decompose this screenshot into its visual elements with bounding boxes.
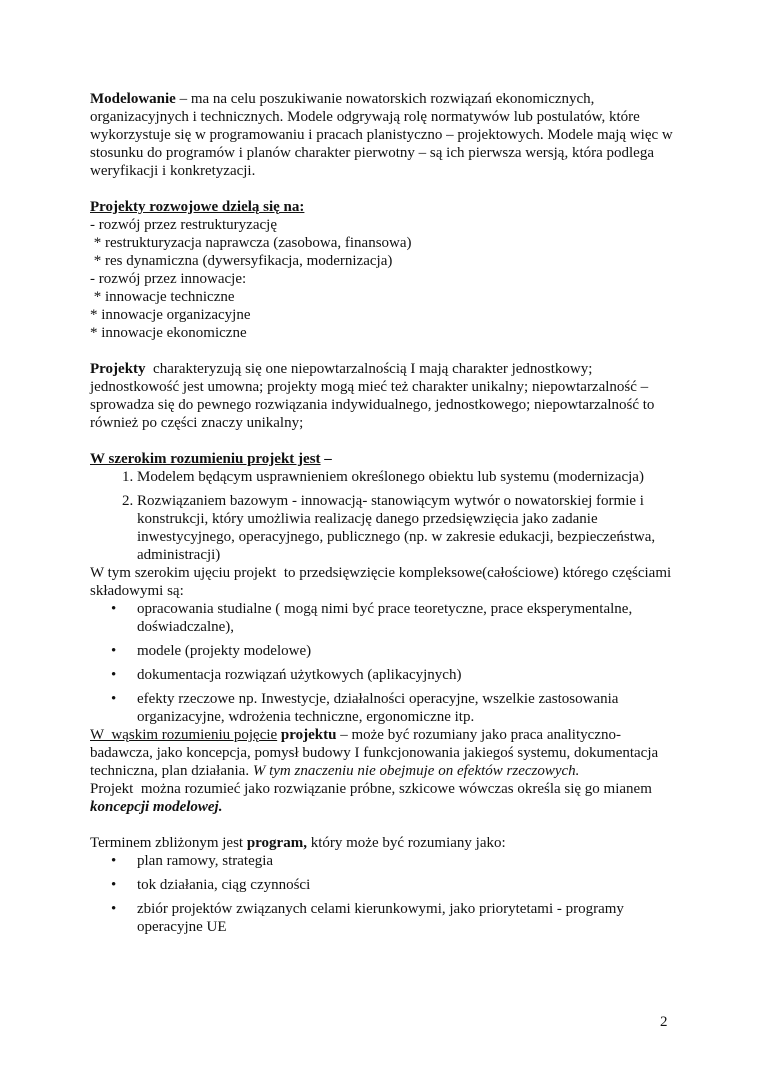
projekty-rozwojowe-heading: Projekty rozwojowe dzielą się na: [90, 199, 305, 215]
koncepcja-paragraph [90, 780, 680, 816]
waskim-lead: W wąskim rozumieniu pojęcie [90, 727, 278, 743]
program-paragraph [90, 834, 680, 852]
projekty-text: charakteryzują się one niepowtarzalnością I mają charakter jednostkowy; jednostkowość jest umowna; projekty mogą mieć też charakter unikalny; niepowtarzalność – sprowadza się do pewnego rozwiązania indywidualnego, jednostkowego; niepowtarzalność to również po części znaczy unikalny; [90, 361, 659, 431]
list-line: * innowacje ekonomiczne [90, 325, 247, 341]
waskim-paragraph [90, 726, 680, 780]
bullet-item: • dokumentacja rozwiązań użytkowych (aplikacyjnych) [137, 666, 680, 684]
list-line: - rozwój przez restrukturyzację [90, 217, 277, 233]
waskim-italic: W tym znaczeniu nie obejmuje on efektów rzeczowych. [252, 763, 580, 779]
program-term: program, [246, 835, 307, 851]
szerokim-intro: W tym szerokim ujęciu projekt to przedsięwzięcie kompleksowe(całościowe) którego częściami składowymi są: [90, 565, 675, 599]
modelowanie-text: – ma na celu poszukiwanie nowatorskich rozwiązań ekonomicznych, organizacyjnych i technicznych. Modele odgrywają rolę normatywów lub postulatów, które wykorzystuje się w programowaniu i pracach planistyczno – projektowych. Modele mają więc w stosunku do programów i planów charakter pierwotny – są ich pierwsza wersją, która podlega weryfikacji i konkretyzacji. [90, 91, 673, 179]
list-line: * res dynamiczna (dywersyfikacja, modernizacja) [90, 253, 393, 269]
list-line: * innowacje organizacyjne [90, 307, 251, 323]
szerokim-numbered-list [90, 468, 680, 564]
document-page [90, 90, 680, 936]
bullet-item: • modele (projekty modelowe) [137, 642, 680, 660]
waskim-term: projektu [280, 727, 337, 743]
list-line: * innowacje techniczne [90, 289, 235, 305]
list-line: - rozwój przez innowacje: [90, 271, 247, 287]
projekty-paragraph [90, 360, 680, 432]
projekty-term: Projekty [90, 361, 146, 377]
program-lead: Terminem zbliżonym jest [90, 835, 244, 851]
bullet-item: • plan ramowy, strategia [137, 852, 680, 870]
projekty-rozwojowe-list [90, 216, 680, 342]
numbered-item: 2. Rozwiązaniem bazowym - innowacją- stanowiącym wytwór o nowatorskiej formie i konstrukcji, który umożliwia realizację danego przedsięwzięcia jako zadanie inwestycyjnego, operacyjnego, publicznego (np. w zakresie edukacji, bezpieczeństwa, administracji) [137, 492, 680, 564]
numbered-item: 1. Modelem będącym usprawnieniem określonego obiektu lub systemu (modernizacja) [137, 468, 680, 486]
program-bullet-list [90, 852, 680, 936]
modelowanie-paragraph [90, 90, 680, 180]
bullet-item: • tok działania, ciąg czynności [137, 876, 680, 894]
program-text: który może być rozumiany jako: [306, 835, 506, 851]
waskim-text: – może być rozumiany jako praca analityczno-badawcza, jako koncepcja, pomysł budowy I funkcjonowania jakiegoś systemu, dokumentacja techniczna, plan działania. [90, 727, 659, 779]
modelowanie-term: Modelowanie [90, 91, 176, 107]
bullet-item: • opracowania studialne ( mogą nimi być prace teoretyczne, prace eksperymentalne, doświadczalne), [137, 600, 680, 636]
bullet-item: • efekty rzeczowe np. Inwestycje, działalności operacyjne, wszelkie zastosowania organizacyjne, wdrożenia techniczne, ergonomiczne itp. [137, 690, 680, 726]
bullet-item: • zbiór projektów związanych celami kierunkowymi, jako priorytetami - programy operacyjne UE [137, 900, 680, 936]
page-number: 2 [660, 1014, 668, 1030]
koncepcja-term: koncepcji modelowej. [90, 799, 223, 815]
koncepcja-text: Projekt można rozumieć jako rozwiązanie próbne, szkicowe wówczas określa się go mianem [90, 781, 652, 797]
szerokim-heading: W szerokim rozumieniu projekt jest – [90, 451, 332, 467]
list-line: * restrukturyzacja naprawcza (zasobowa, finansowa) [90, 235, 412, 251]
szerokim-bullet-list [90, 600, 680, 726]
